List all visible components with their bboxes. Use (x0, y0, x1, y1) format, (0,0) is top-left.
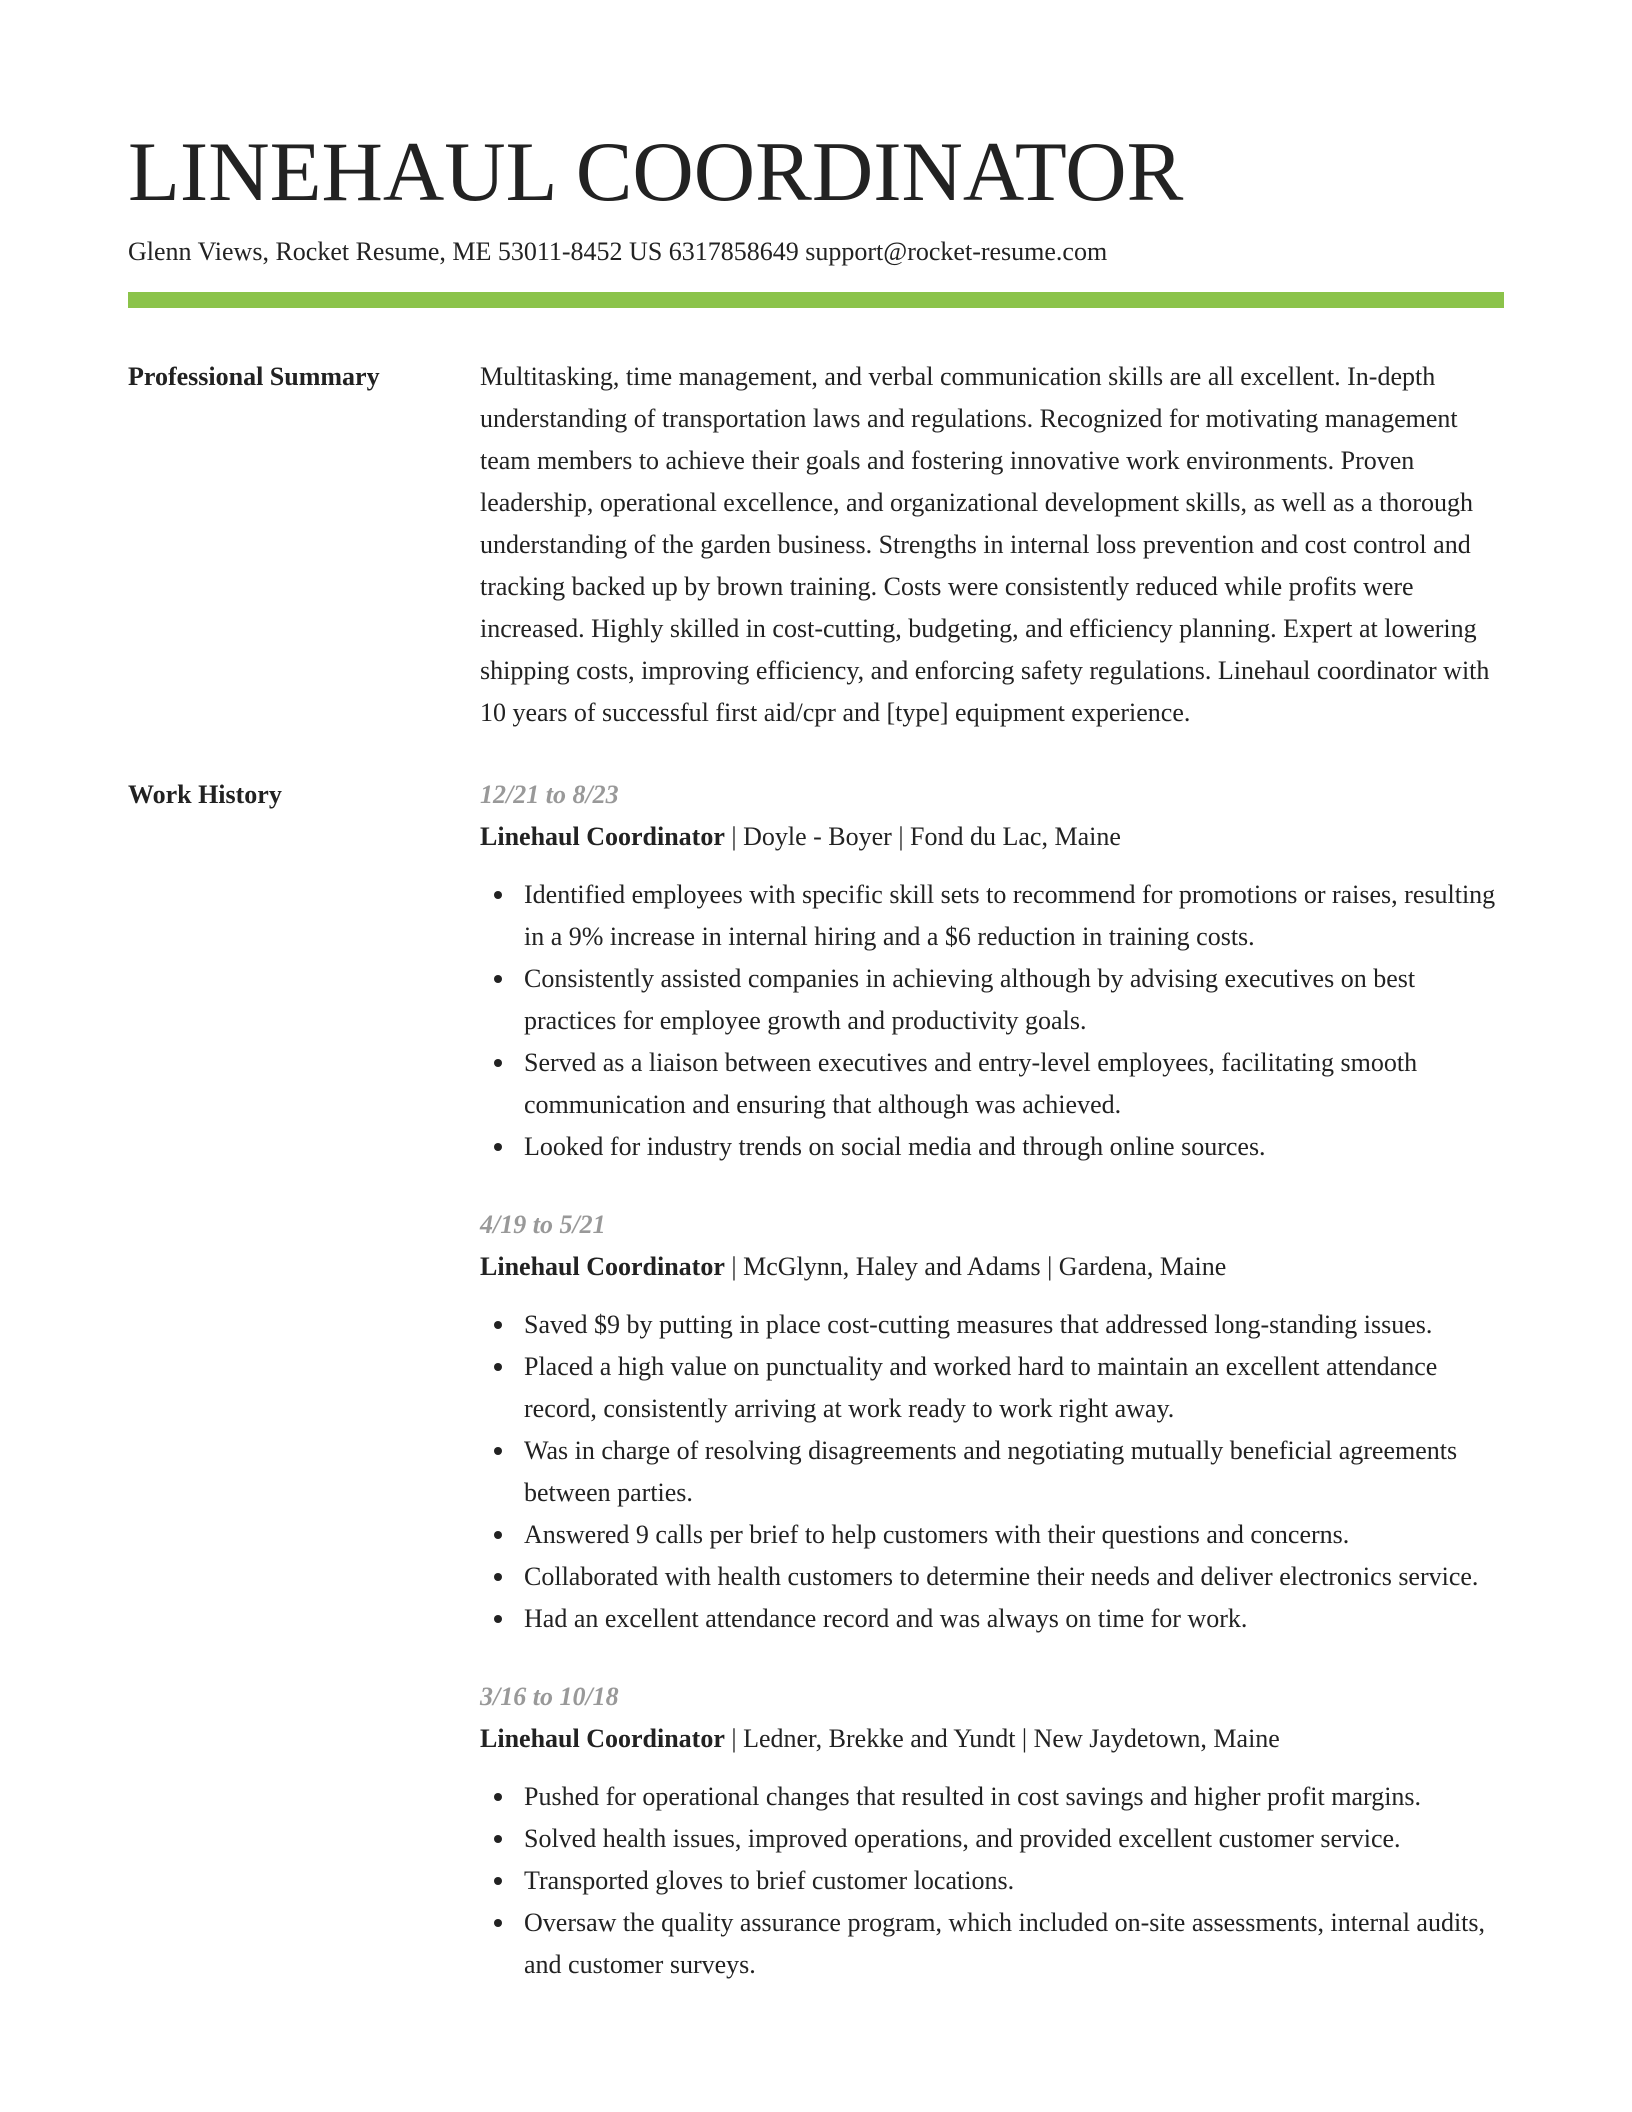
job-line (480, 1718, 1504, 1760)
contact-line: Glenn Views, Rocket Resume, ME 53011-8452 US 6317858649 support@rocket-resume.com (128, 237, 1108, 266)
job-title: Linehaul Coordinator (480, 822, 725, 851)
resume-page (128, 120, 1504, 1986)
summary-body (480, 356, 1504, 734)
list-item: Saved $9 by putting in place cost-cutting measures that addressed long-standing issues. (480, 1304, 1504, 1346)
list-item: Looked for industry trends on social media and through online sources. (480, 1126, 1504, 1168)
list-item: Placed a high value on punctuality and worked hard to maintain an excellent attendance record, consistently arriving at work ready to work right away. (480, 1346, 1504, 1430)
job-dates: 12/21 to 8/23 (480, 780, 619, 809)
list-item: Had an excellent attendance record and was always on time for work. (480, 1598, 1504, 1640)
job-entry (480, 1676, 1504, 1986)
list-item: Consistently assisted companies in achieving although by advising executives on best practices for employee growth and productivity goals. (480, 958, 1504, 1042)
job-details: | Ledner, Brekke and Yundt | New Jaydetown, Maine (724, 1724, 1280, 1753)
list-item: Pushed for operational changes that resulted in cost savings and higher profit margins. (480, 1776, 1504, 1818)
job-entry (480, 774, 1504, 1168)
list-item: Served as a liaison between executives and entry-level employees, facilitating smooth communication and ensuring that although was achieved. (480, 1042, 1504, 1126)
work-history-body (480, 774, 1504, 1986)
list-item: Solved health issues, improved operations, and provided excellent customer service. (480, 1818, 1504, 1860)
job-title: Linehaul Coordinator (480, 1252, 725, 1281)
job-line (480, 816, 1504, 858)
page-title: LINEHAUL COORDINATOR (128, 125, 1184, 219)
job-title: Linehaul Coordinator (480, 1724, 725, 1753)
section-label-work-history: Work History (128, 780, 282, 809)
work-history-section (128, 774, 1504, 1986)
list-item: Oversaw the quality assurance program, which included on-site assessments, internal audits, and customer surveys. (480, 1902, 1504, 1986)
job-bullets (480, 1304, 1504, 1640)
job-line (480, 1246, 1504, 1288)
job-dates: 3/16 to 10/18 (480, 1682, 619, 1711)
job-entry (480, 1204, 1504, 1640)
job-bullets (480, 1776, 1504, 1986)
accent-divider (128, 292, 1504, 308)
list-item: Answered 9 calls per brief to help customers with their questions and concerns. (480, 1514, 1504, 1556)
job-details: | McGlynn, Haley and Adams | Gardena, Maine (724, 1252, 1227, 1281)
job-bullets (480, 874, 1504, 1168)
list-item: Transported gloves to brief customer locations. (480, 1860, 1504, 1902)
job-details: | Doyle - Boyer | Fond du Lac, Maine (724, 822, 1121, 851)
section-label-summary: Professional Summary (128, 362, 380, 391)
list-item: Was in charge of resolving disagreements and negotiating mutually beneficial agreements between parties. (480, 1430, 1504, 1514)
summary-text: Multitasking, time management, and verbal communication skills are all excellent. In-depth understanding of transportation laws and regulations. Recognized for motivating management team members to achieve their goals and fostering innovative work environments. Proven leadership, operational excellence, and organizational development skills, as well as a thorough understanding of the garden business. Strengths in internal loss prevention and cost control and tracking backed up by brown training. Costs were consistently reduced while profits were increased. Highly skilled in cost-cutting, budgeting, and efficiency planning. Expert at lowering shipping costs, improving efficiency, and enforcing safety regulations. Linehaul coordinator with 10 years of successful first aid/cpr and [type] equipment experience. (480, 362, 1490, 727)
professional-summary-section (128, 356, 1504, 734)
list-item: Collaborated with health customers to determine their needs and deliver electronics service. (480, 1556, 1504, 1598)
job-dates: 4/19 to 5/21 (480, 1210, 606, 1239)
list-item: Identified employees with specific skill sets to recommend for promotions or raises, resulting in a 9% increase in internal hiring and a $6 reduction in training costs. (480, 874, 1504, 958)
